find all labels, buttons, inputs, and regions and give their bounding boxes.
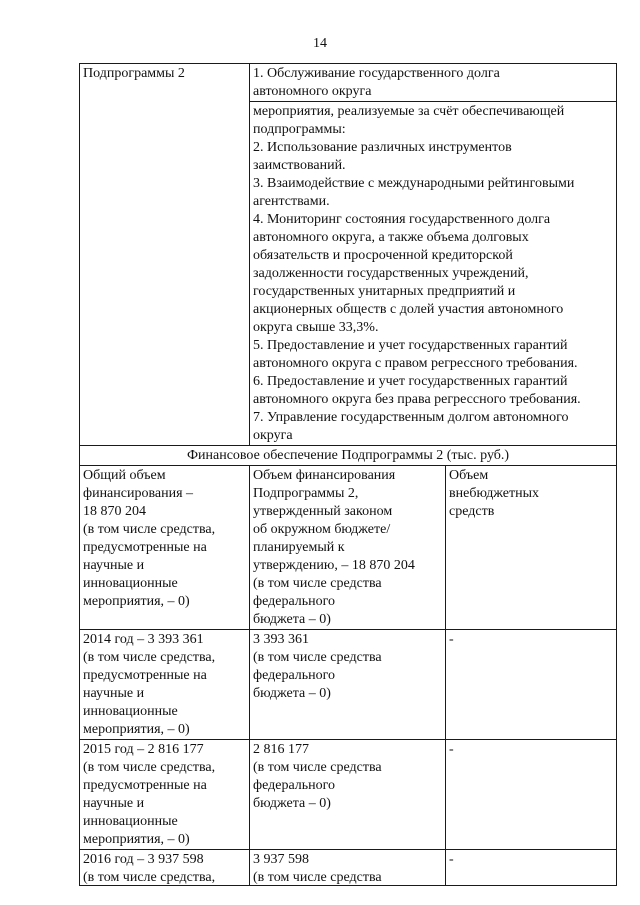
page-number: 14 [313, 36, 327, 51]
subprogram-title: 1. Обслуживание государственного долга автономного округа [250, 64, 617, 102]
year-extra-cell: - [446, 630, 617, 740]
subprogram-table [79, 63, 617, 886]
year-extra-cell [446, 850, 617, 886]
year-budget-cell: 3 393 361 (в том числе средства федерального бюджета – 0) [250, 630, 446, 740]
column-header-total: Общий объем финансирования – 18 870 204 (в том числе средства, предусмотренные на научные и инновационные мероприятия, – 0) [80, 466, 250, 630]
year-budget-cell: 2 816 177 (в том числе средства федерального бюджета – 0) [250, 740, 446, 850]
year-extra-cell: - [446, 740, 617, 850]
year-budget-cell [250, 850, 446, 886]
financing-header: Финансовое обеспечение Подпрограммы 2 (тыс. руб.) [80, 446, 617, 466]
column-header-budget: Объем финансирования Подпрограммы 2, утвержденный законом об окружном бюджете/ планируемый к утверждению, – 18 870 204 (в том числе средства федерального бюджета – 0) [250, 466, 446, 630]
table-row [80, 64, 617, 102]
table-header-row [80, 466, 617, 630]
measures-list: мероприятия, реализуемые за счёт обеспечивающей подпрограммы: 2. Использование различных инструментов заимствований. 3. Взаимодействие с международными рейтинговыми агентствами. 4. Мониторинг состояния государственного долга автономного округа, а также объема долговых обязательств и просроченной кредиторской задолженности государственных учреждений, государственных унитарных предприятий и акционерных обществ с долей участия автономного округа свыше 33,3%. 5. Предоставление и учет государственных гарантий автономного округа с правом регрессного требования. 6. Предоставление и учет государственных гарантий автономного округа без права регрессного требования. 7. Управление государственным долгом автономного округа [250, 102, 617, 446]
year-extra-text: - [449, 852, 454, 867]
year-total-cell: 2014 год – 3 393 361 (в том числе средства, предусмотренные на научные и инновационные мероприятия, – 0) [80, 630, 250, 740]
year-budget-text: 3 937 598 (в том числе средства [253, 852, 382, 885]
year-total-text: 2016 год – 3 937 598 (в том числе средства, [83, 852, 216, 885]
table-row [80, 630, 617, 740]
year-total-cell [80, 850, 250, 886]
table-row [80, 740, 617, 850]
table-row [80, 446, 617, 466]
subprogram-label: Подпрограммы 2 [80, 64, 250, 446]
table-row [80, 850, 617, 886]
year-total-cell: 2015 год – 2 816 177 (в том числе средства, предусмотренные на научные и инновационные мероприятия, – 0) [80, 740, 250, 850]
column-header-extrabudgetary: Объем внебюджетных средств [446, 466, 617, 630]
